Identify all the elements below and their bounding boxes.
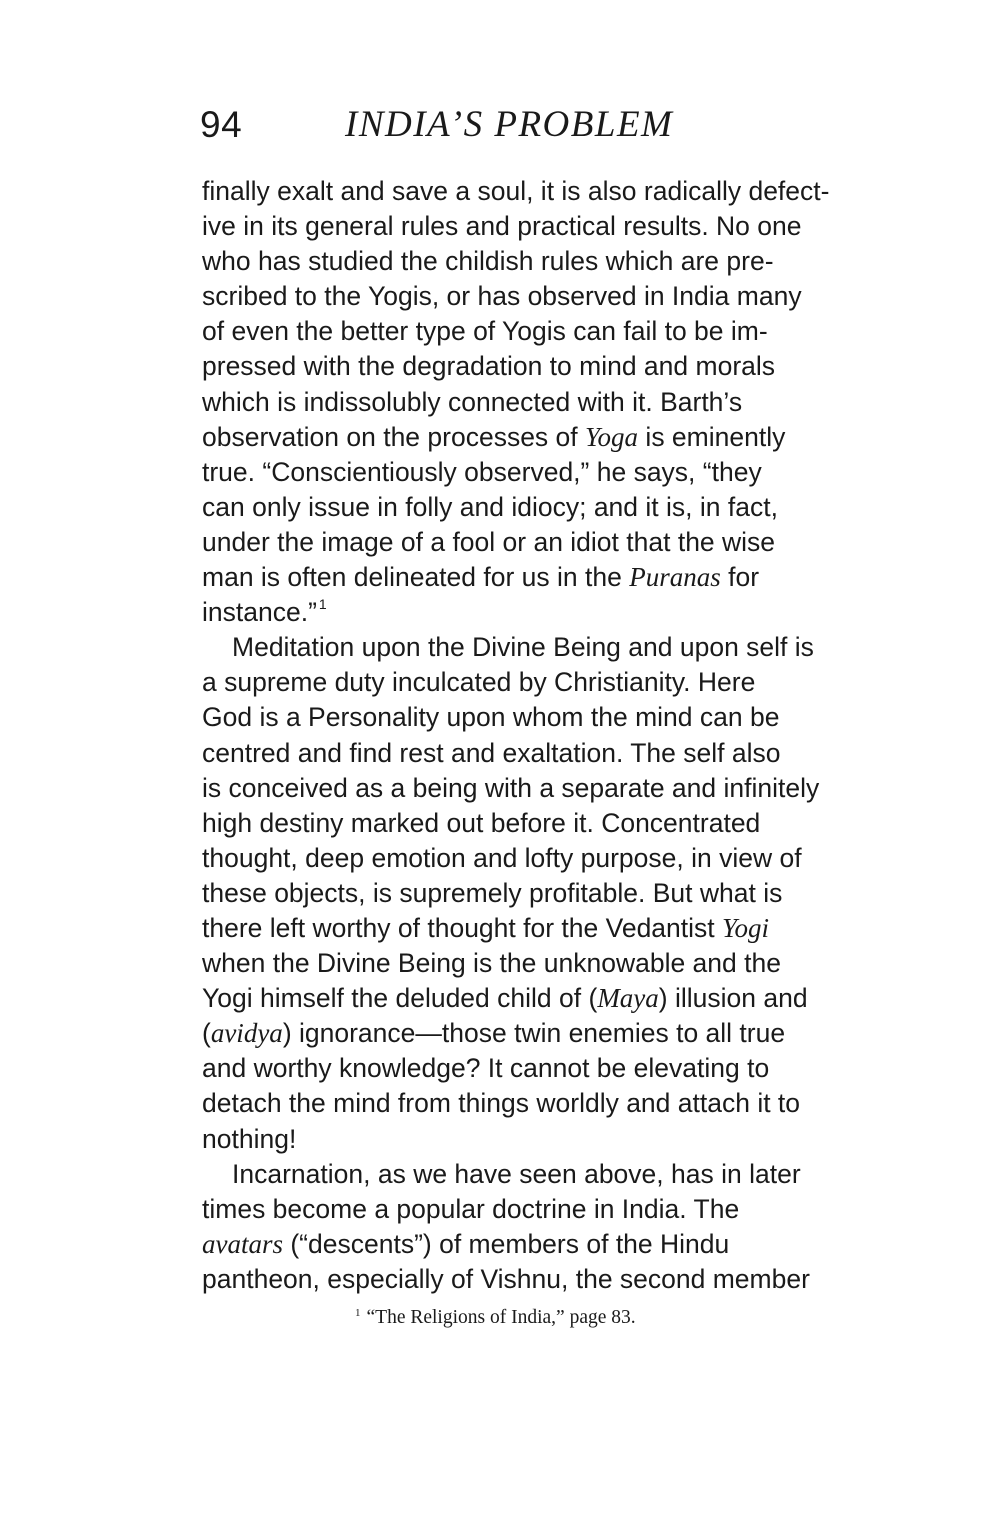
text-line: detach the mind from things worldly and attach it to [202,1088,801,1119]
book-title: INDIA’S PROBLEM [345,104,674,145]
text-line: when the Divine Being is the unknowable and the [202,948,781,979]
italic-term: avatars [202,1228,283,1259]
text-line: of even the better type of Yogis can fail to be im- [202,316,768,347]
text-line: pressed with the degradation to mind and morals [202,351,776,382]
text-line: centred and find rest and exaltation. The self also [202,737,781,768]
text-line: high destiny marked out before it. Concentrated [202,807,761,838]
text-line: who has studied the childish rules which are pre- [202,246,774,277]
text-line: ive in its general rules and practical results. No one [202,211,802,242]
text-line: can only issue in folly and idiocy; and it is, in fact, [202,491,778,522]
text-line: and worthy knowledge? It cannot be elevating to [202,1053,770,1084]
text-line: is conceived as a being with a separate and infinitely [202,772,820,803]
italic-term: Maya [597,983,659,1014]
footnote-text: “The Religions of India,” page 83. [366,1307,636,1328]
text-line: scribed to the Yogis, or has observed in India many [202,281,802,312]
text-line: avatars (“descents”) of members of the Hindu [202,1228,730,1259]
text-line: pantheon, especially of Vishnu, the second member [202,1263,810,1294]
text-line: instance.” $^1$ [202,596,327,628]
body-text [202,174,902,1297]
text-line: Meditation upon the Divine Being and upon self is [232,632,814,663]
text-line: (avidya) ignorance—those twin enemies to all true [202,1018,786,1049]
text-line: times become a popular doctrine in India. The [202,1193,740,1224]
text-line: man is often delineated for us in the Puranas for [202,562,760,593]
italic-term: Yogi [722,912,770,943]
text-line: true. “Conscientiously observed,” he says, “they [202,456,762,487]
text-line: a supreme duty inculcated by Christianity. Here [202,667,756,698]
italic-term: avidya [210,1018,283,1049]
text-line: these objects, is supremely profitable. But what is [202,877,783,908]
text-line: Incarnation, as we have seen above, has in later [232,1158,801,1189]
footnote [355,1305,636,1331]
text-line: finally exalt and save a soul, it is also radically defect- [202,176,830,206]
text-line: under the image of a fool or an idiot that the wise [202,526,776,557]
italic-term: Puranas [629,562,721,593]
footnote-reference: 1 [318,596,327,613]
running-head [200,100,900,150]
italic-term: Yoga [585,421,639,452]
text-line: Yogi himself the deluded child of (Maya) illusion and [202,983,808,1014]
text-line: which is indissolubly connected with it. Barth’s [202,386,743,417]
text-line: God is a Personality upon whom the mind can be [202,702,780,733]
page-number: 94 [200,104,243,145]
text-line: there left worthy of thought for the Vedantist Yogi [202,912,770,943]
text-line: nothing! [202,1123,297,1154]
footnote-marker: 1 [355,1307,361,1319]
text-line: observation on the processes of Yoga is eminently [202,421,786,452]
text-line: thought, deep emotion and lofty purpose, in view of [202,842,802,873]
